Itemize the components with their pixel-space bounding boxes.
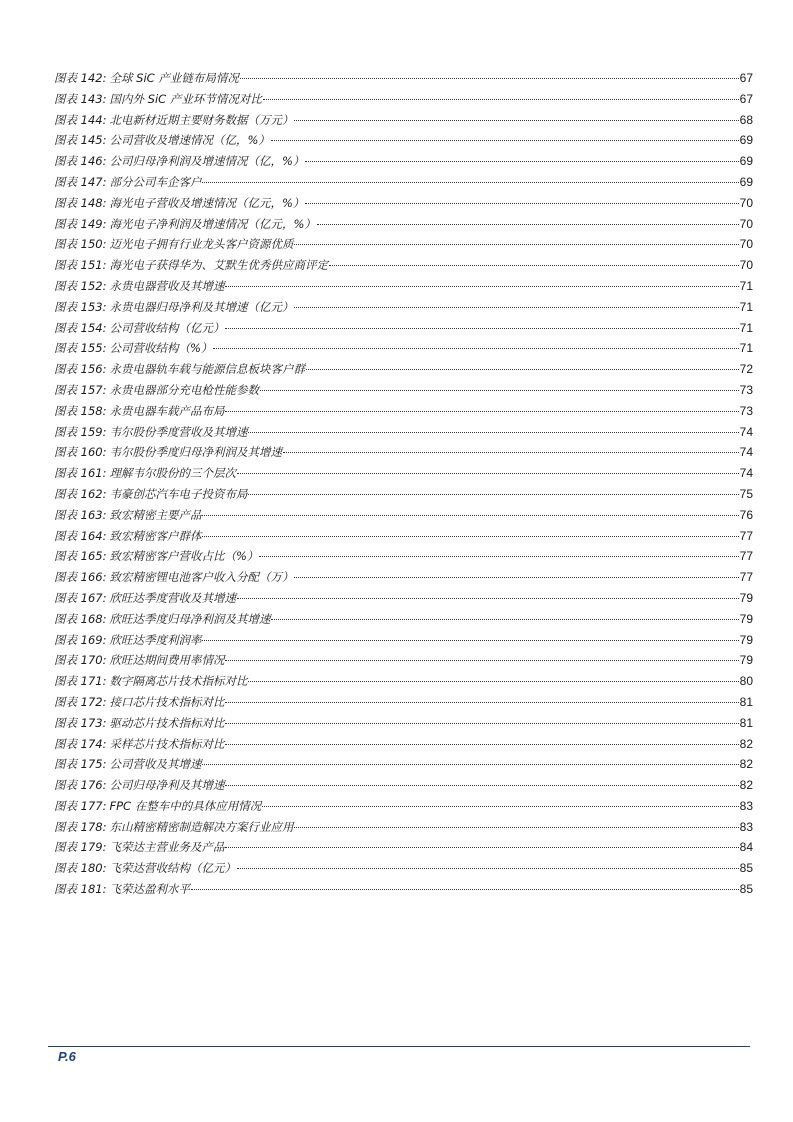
toc-leader-dots — [202, 182, 738, 183]
toc-entry-page[interactable]: 71 — [739, 341, 753, 356]
toc-entry-title[interactable]: 欣旺达期间费用率情况 — [109, 653, 225, 668]
toc-entry-title[interactable]: 国内外 SiC 产业环节情况对比 — [109, 91, 262, 106]
toc-entry-page[interactable]: 85 — [739, 882, 753, 897]
toc-entry-label: 图表 146: — [54, 154, 107, 169]
toc-entry-title[interactable]: 韦尔股份季度营收及其增速 — [109, 424, 248, 439]
toc-entry[interactable] — [54, 692, 753, 713]
toc-entry[interactable] — [54, 817, 753, 838]
toc-leader-dots — [294, 244, 738, 245]
toc-leader-dots — [225, 785, 738, 786]
toc-leader-dots — [225, 702, 738, 703]
toc-leader-dots — [294, 120, 738, 121]
toc-entry-page[interactable]: 84 — [739, 840, 753, 855]
toc-entry-label: 图表 166: — [54, 570, 107, 585]
toc-entry-label: 图表 176: — [54, 778, 107, 793]
toc-entry[interactable] — [54, 130, 753, 151]
toc-entry[interactable] — [54, 234, 753, 255]
toc-entry[interactable] — [54, 172, 753, 193]
toc-entry-title[interactable]: 致宏精密客户营收占比（%） — [109, 549, 259, 564]
toc-leader-dots — [263, 99, 739, 100]
toc-entry-title[interactable]: 驱动芯片技术指标对比 — [109, 715, 225, 730]
toc-entry-label: 图表 173: — [54, 715, 107, 730]
toc-entry-page[interactable]: 71 — [739, 320, 753, 335]
toc-entry-label: 图表 164: — [54, 528, 107, 543]
toc-entry-label: 图表 174: — [54, 736, 107, 751]
toc-entry-label: 图表 170: — [54, 653, 107, 668]
toc-leader-dots — [260, 390, 739, 391]
toc-entry-page[interactable]: 85 — [739, 861, 753, 876]
toc-leader-dots — [259, 556, 738, 557]
toc-entry[interactable] — [54, 442, 753, 463]
toc-entry-page[interactable]: 83 — [739, 819, 753, 834]
toc-entry-page[interactable]: 70 — [739, 195, 753, 210]
toc-entry-page[interactable]: 82 — [739, 757, 753, 772]
toc-entry-label: 图表 160: — [54, 445, 107, 460]
toc-entry[interactable] — [54, 650, 753, 671]
toc-leader-dots — [225, 723, 738, 724]
toc-entry-label: 图表 153: — [54, 299, 107, 314]
toc-leader-dots — [225, 660, 738, 661]
toc-leader-dots — [237, 868, 739, 869]
toc-leader-dots — [329, 265, 739, 266]
toc-entry[interactable] — [54, 359, 753, 380]
toc-entry-label: 图表 148: — [54, 195, 107, 210]
toc-entry-page[interactable]: 69 — [739, 174, 753, 189]
toc-entry[interactable] — [54, 837, 753, 858]
toc-entry-title[interactable]: 永贵电器部分充电枪性能参数 — [109, 382, 259, 397]
toc-leader-dots — [294, 827, 738, 828]
toc-entry[interactable] — [54, 214, 753, 235]
toc-entry-page[interactable]: 67 — [739, 91, 753, 106]
toc-entry-title[interactable]: 永贵电器车载产品布局 — [109, 403, 225, 418]
toc-entry-title[interactable]: 东山精密精密制造解决方案行业应用 — [109, 819, 294, 834]
toc-entry-label: 图表 158: — [54, 403, 107, 418]
toc-entry-title[interactable]: 公司营收及其增速 — [109, 757, 202, 772]
toc-leader-dots — [191, 889, 739, 890]
toc-entry-title[interactable]: 飞荣达主营业务及产品 — [109, 840, 225, 855]
toc-entry-title[interactable]: 永贵电器营收及其增速 — [109, 278, 225, 293]
toc-entry[interactable] — [54, 193, 753, 214]
toc-entry[interactable] — [54, 796, 753, 817]
toc-entry[interactable] — [54, 754, 753, 775]
toc-entry-label: 图表 178: — [54, 819, 107, 834]
toc-leader-dots — [240, 78, 739, 79]
toc-entry[interactable] — [54, 255, 753, 276]
toc-entry-page[interactable]: 79 — [739, 653, 753, 668]
toc-entry[interactable] — [54, 546, 753, 567]
toc-entry-page[interactable]: 83 — [739, 798, 753, 813]
toc-entry-page[interactable]: 77 — [739, 570, 753, 585]
toc-leader-dots — [248, 681, 738, 682]
toc-entry-title[interactable]: 公司营收及增速情况（亿，%） — [109, 133, 270, 148]
toc-entry-page[interactable]: 68 — [739, 112, 753, 127]
toc-leader-dots — [305, 161, 738, 162]
toc-entry-page[interactable]: 79 — [739, 590, 753, 605]
toc-entry-title[interactable]: 韦豪创芯汽车电子投资布局 — [109, 486, 248, 501]
toc-leader-dots — [248, 494, 738, 495]
toc-entry-page[interactable]: 82 — [739, 778, 753, 793]
toc-entry-label: 图表 151: — [54, 258, 107, 273]
toc-leader-dots — [225, 847, 738, 848]
toc-entry-label: 图表 171: — [54, 674, 107, 689]
toc-entry-label: 图表 177: — [54, 798, 107, 813]
toc-entry-label: 图表 175: — [54, 757, 107, 772]
toc-entry[interactable] — [54, 671, 753, 692]
toc-entry[interactable] — [54, 422, 753, 443]
toc-entry-page[interactable]: 70 — [739, 216, 753, 231]
toc-entry[interactable] — [54, 879, 753, 900]
toc-entry-title[interactable]: 韦尔股份季度归母净利润及其增速 — [109, 445, 282, 460]
toc-leader-dots — [283, 452, 739, 453]
toc-entry-title[interactable]: 海光电子净利润及增速情况（亿元，%） — [109, 216, 316, 231]
toc-entry-page[interactable]: 73 — [739, 403, 753, 418]
toc-entry-page[interactable]: 73 — [739, 382, 753, 397]
toc-entry[interactable] — [54, 297, 753, 318]
toc-entry-title[interactable]: 公司归母净利润及增速情况（亿，%） — [109, 154, 305, 169]
toc-entry-page[interactable]: 71 — [739, 278, 753, 293]
toc-entry[interactable] — [54, 151, 753, 172]
toc-entry-title[interactable]: 北电新材近期主要财务数据（万元） — [109, 112, 294, 127]
toc-entry-page[interactable]: 81 — [739, 694, 753, 709]
toc-entry[interactable] — [54, 630, 753, 651]
page-number: P.6 — [58, 1049, 76, 1064]
toc-entry-page[interactable]: 74 — [739, 445, 753, 460]
toc-entry-page[interactable]: 72 — [739, 362, 753, 377]
toc-leader-dots — [202, 536, 738, 537]
toc-entry-label: 图表 172: — [54, 694, 107, 709]
toc-entry-page[interactable]: 79 — [739, 611, 753, 626]
toc-leader-dots — [202, 764, 738, 765]
toc-leader-dots — [317, 224, 739, 225]
toc-leader-dots — [202, 515, 738, 516]
toc-entry[interactable] — [54, 318, 753, 339]
toc-leader-dots — [213, 348, 738, 349]
toc-entry[interactable] — [54, 713, 753, 734]
toc-entry-page[interactable]: 76 — [739, 507, 753, 522]
toc-entry-label: 图表 168: — [54, 611, 107, 626]
toc-entry-title[interactable]: 公司归母净利及其增速 — [109, 778, 225, 793]
toc-leader-dots — [225, 328, 738, 329]
toc-leader-dots — [294, 307, 738, 308]
toc-entry-label: 图表 149: — [54, 216, 107, 231]
toc-entry[interactable] — [54, 567, 753, 588]
toc-entry-label: 图表 144: — [54, 112, 107, 127]
toc-entry-title[interactable]: 欣旺达季度归母净利润及其增速 — [109, 611, 271, 626]
toc-entry-title[interactable]: 部分公司车企客户 — [109, 174, 202, 189]
toc-entry-page[interactable]: 80 — [739, 674, 753, 689]
toc-entry-page[interactable]: 74 — [739, 466, 753, 481]
toc-entry-title[interactable]: 致宏精密锂电池客户收入分配（万） — [109, 570, 294, 585]
toc-entry-label: 图表 159: — [54, 424, 107, 439]
toc-entry-label: 图表 169: — [54, 632, 107, 647]
toc-entry-title[interactable]: 飞荣达盈利水平 — [109, 882, 190, 897]
toc-entry-title[interactable]: 公司营收结构（亿元） — [109, 320, 225, 335]
toc-entry-page[interactable]: 69 — [739, 154, 753, 169]
toc-entry-label: 图表 180: — [54, 861, 107, 876]
toc-entry-title[interactable]: 数字隔离芯片技术指标对比 — [109, 674, 248, 689]
toc-entry[interactable] — [54, 588, 753, 609]
toc-entry-title[interactable]: 海光电子获得华为、艾默生优秀供应商评定 — [109, 258, 328, 273]
toc-entry[interactable] — [54, 734, 753, 755]
toc-entry-page[interactable]: 77 — [739, 528, 753, 543]
toc-entry-page[interactable]: 75 — [739, 486, 753, 501]
toc-entry-label: 图表 162: — [54, 486, 107, 501]
toc-entry-page[interactable]: 71 — [739, 299, 753, 314]
toc-entry-page[interactable]: 82 — [739, 736, 753, 751]
toc-entry-label: 图表 163: — [54, 507, 107, 522]
toc-entry-page[interactable]: 77 — [739, 549, 753, 564]
toc-entry-label: 图表 152: — [54, 278, 107, 293]
toc-entry[interactable] — [54, 505, 753, 526]
toc-leader-dots — [248, 432, 738, 433]
toc-entry-label: 图表 165: — [54, 549, 107, 564]
toc-entry-title[interactable]: 公司营收结构（%） — [109, 341, 213, 356]
toc-entry[interactable] — [54, 775, 753, 796]
toc-entry-label: 图表 179: — [54, 840, 107, 855]
toc-leader-dots — [305, 203, 738, 204]
toc-entry[interactable] — [54, 380, 753, 401]
toc-entry-page[interactable]: 67 — [739, 71, 753, 85]
toc-leader-dots — [237, 598, 739, 599]
toc-entry-label: 图表 154: — [54, 320, 107, 335]
table-of-figures — [54, 68, 753, 900]
toc-entry[interactable] — [54, 89, 753, 110]
toc-leader-dots — [225, 744, 738, 745]
toc-entry-label: 图表 161: — [54, 466, 107, 481]
toc-entry-label: 图表 167: — [54, 590, 107, 605]
toc-entry[interactable] — [54, 858, 753, 879]
toc-leader-dots — [225, 411, 738, 412]
toc-entry-page[interactable]: 70 — [739, 258, 753, 273]
toc-leader-dots — [202, 640, 738, 641]
toc-leader-dots — [237, 473, 739, 474]
toc-entry-title[interactable]: 理解韦尔股份的三个层次 — [109, 466, 236, 481]
toc-entry-label: 图表 157: — [54, 382, 107, 397]
toc-entry-label: 图表 155: — [54, 341, 107, 356]
toc-leader-dots — [262, 806, 738, 807]
toc-entry-label: 图表 181: — [54, 882, 107, 897]
toc-entry[interactable] — [54, 338, 753, 359]
toc-entry-title[interactable]: 迈光电子拥有行业龙头客户资源优质 — [109, 237, 294, 252]
toc-entry-title[interactable]: 欣旺达季度利润率 — [109, 632, 202, 647]
toc-entry-label: 图表 142: — [54, 71, 107, 85]
toc-entry-title[interactable]: FPC 在整车中的具体应用情况 — [109, 798, 262, 813]
toc-entry-title[interactable]: 飞荣达营收结构（亿元） — [109, 861, 236, 876]
toc-entry[interactable] — [54, 110, 753, 131]
toc-leader-dots — [225, 286, 738, 287]
toc-entry-title[interactable]: 采样芯片技术指标对比 — [109, 736, 225, 751]
toc-entry-page[interactable]: 81 — [739, 715, 753, 730]
toc-entry[interactable] — [54, 526, 753, 547]
footer-divider — [48, 1046, 750, 1047]
toc-entry[interactable] — [54, 609, 753, 630]
toc-entry-label: 图表 145: — [54, 133, 107, 148]
toc-entry-title[interactable]: 永贵电器轨车载与能源信息板块客户群 — [109, 362, 305, 377]
toc-entry[interactable] — [54, 276, 753, 297]
toc-entry[interactable] — [54, 68, 753, 89]
toc-leader-dots — [294, 577, 738, 578]
toc-leader-dots — [271, 619, 738, 620]
toc-entry-title[interactable]: 致宏精密客户群体 — [109, 528, 202, 543]
toc-entry[interactable] — [54, 463, 753, 484]
toc-entry-title[interactable]: 接口芯片技术指标对比 — [109, 694, 225, 709]
toc-entry-page[interactable]: 79 — [739, 632, 753, 647]
toc-leader-dots — [271, 140, 739, 141]
toc-entry-title[interactable]: 全球 SiC 产业链布局情况 — [109, 71, 239, 85]
toc-entry-label: 图表 143: — [54, 91, 107, 106]
toc-entry-title[interactable]: 永贵电器归母净利及其增速（亿元） — [109, 299, 294, 314]
toc-entry-page[interactable]: 69 — [739, 133, 753, 148]
toc-entry-label: 图表 147: — [54, 174, 107, 189]
toc-leader-dots — [306, 369, 739, 370]
toc-entry[interactable] — [54, 484, 753, 505]
toc-entry[interactable] — [54, 401, 753, 422]
toc-entry-page[interactable]: 70 — [739, 237, 753, 252]
toc-entry-title[interactable]: 致宏精密主要产品 — [109, 507, 202, 522]
toc-entry-title[interactable]: 欣旺达季度营收及其增速 — [109, 590, 236, 605]
toc-entry-page[interactable]: 74 — [739, 424, 753, 439]
toc-entry-label: 图表 150: — [54, 237, 107, 252]
toc-entry-title[interactable]: 海光电子营收及增速情况（亿元，%） — [109, 195, 305, 210]
toc-entry-label: 图表 156: — [54, 362, 107, 377]
